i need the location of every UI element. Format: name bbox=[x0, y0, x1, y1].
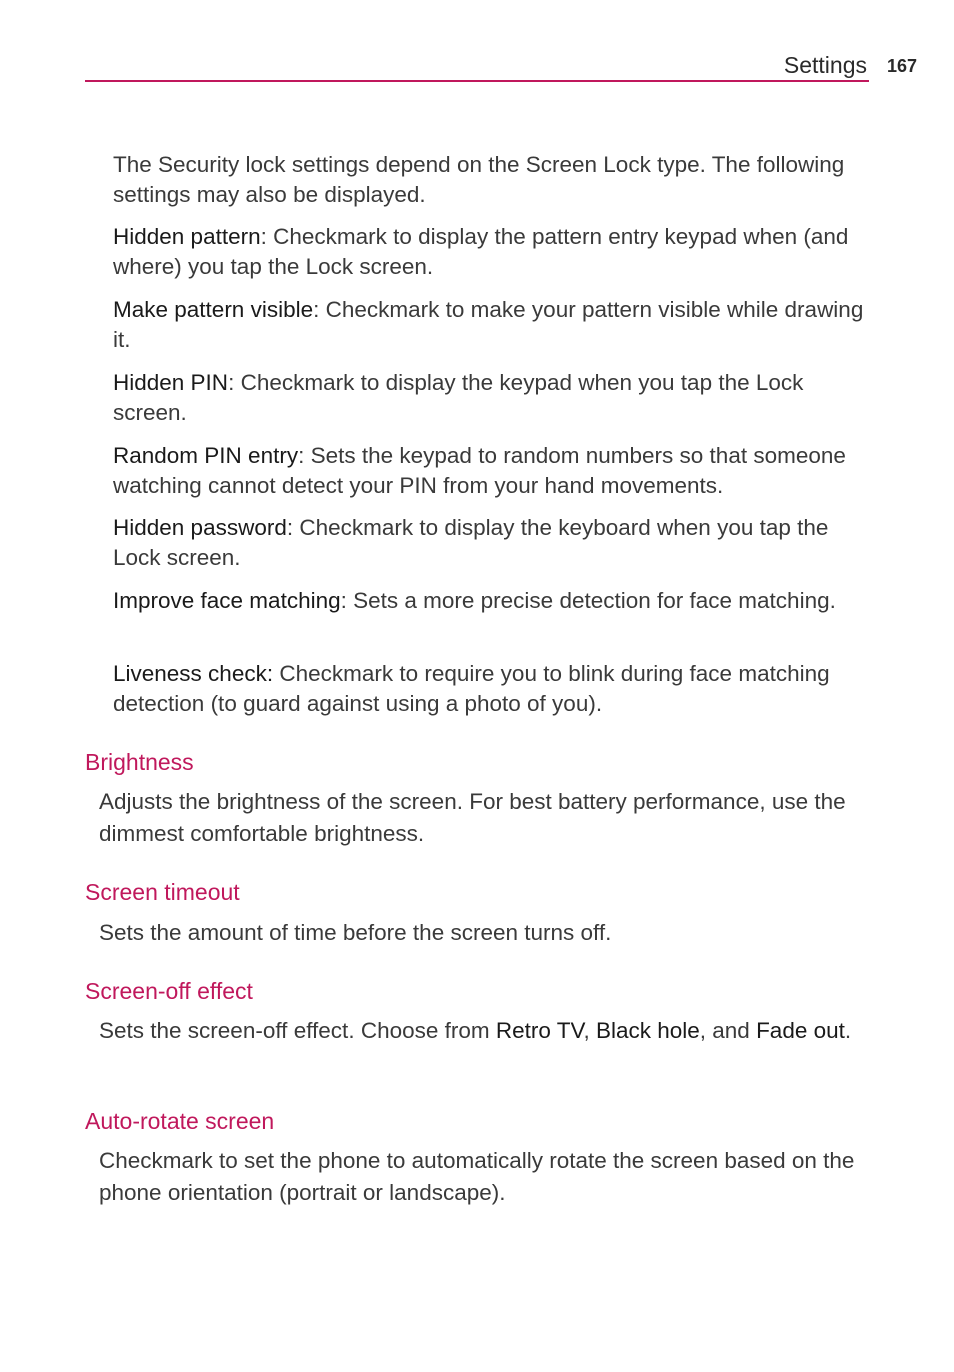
brightness-description: Adjusts the brightness of the screen. For best battery performance, use the dimmest comfortable brightness. bbox=[99, 789, 846, 846]
item-term: Improve face matching bbox=[113, 588, 341, 613]
item-desc: : Checkmark to display the keypad when you tap the Lock screen. bbox=[113, 370, 804, 425]
screen-off-effect-description bbox=[99, 1015, 869, 1047]
item-hidden-pattern bbox=[113, 222, 873, 282]
option-retro-tv: Retro TV bbox=[495, 1018, 584, 1043]
item-improve-face-matching bbox=[113, 586, 873, 616]
item-hidden-password bbox=[113, 513, 873, 573]
item-term: Random PIN entry bbox=[113, 443, 299, 468]
item-term: Hidden password bbox=[113, 515, 287, 540]
item-hidden-pin bbox=[113, 368, 873, 428]
option-black-hole: Black hole bbox=[595, 1018, 700, 1043]
option-fade-out: Fade out bbox=[756, 1018, 845, 1043]
item-random-pin-entry bbox=[113, 441, 873, 501]
item-desc: : Sets the keypad to random numbers so that someone watching cannot detect your PIN from your hand movements. bbox=[113, 443, 846, 498]
intro-paragraph: The Security lock settings depend on the Screen Lock type. The following settings may also be displayed. bbox=[113, 152, 845, 207]
item-desc: Checkmark to require you to blink during face matching detection (to guard against using a photo of you). bbox=[113, 661, 830, 716]
page-number: 167 bbox=[887, 56, 918, 76]
item-term: Hidden PIN bbox=[113, 370, 229, 395]
auto-rotate-heading: Auto-rotate screen bbox=[85, 1108, 275, 1134]
item-term: Make pattern visible bbox=[113, 297, 314, 322]
auto-rotate-description: Checkmark to set the phone to automatically rotate the screen based on the phone orientation (portrait or landscape). bbox=[99, 1148, 855, 1205]
screen-timeout-description: Sets the amount of time before the screen turns off. bbox=[99, 920, 612, 945]
item-desc: : Sets a more precise detection for face matching. bbox=[340, 588, 836, 613]
header-section-title: Settings bbox=[783, 52, 867, 78]
item-desc: : Checkmark to display the pattern entry keypad when (and where) you tap the Lock screen. bbox=[113, 224, 849, 279]
item-desc: : Checkmark to make your pattern visible while drawing it. bbox=[113, 297, 864, 352]
item-make-pattern-visible bbox=[113, 295, 873, 355]
screen-timeout-heading: Screen timeout bbox=[85, 879, 240, 905]
item-desc: : Checkmark to display the keyboard when you tap the Lock screen. bbox=[113, 515, 829, 570]
item-term: Liveness check: bbox=[113, 661, 274, 686]
separator: , bbox=[583, 1018, 596, 1043]
brightness-heading: Brightness bbox=[85, 749, 194, 775]
description-text: Sets the screen-off effect. Choose from bbox=[99, 1018, 496, 1043]
item-liveness-check bbox=[113, 659, 873, 719]
screen-off-effect-heading: Screen-off effect bbox=[85, 978, 253, 1004]
header-divider bbox=[85, 80, 869, 82]
period: . bbox=[844, 1018, 852, 1043]
item-term: Hidden pattern bbox=[113, 224, 261, 249]
separator: , and bbox=[699, 1018, 757, 1043]
